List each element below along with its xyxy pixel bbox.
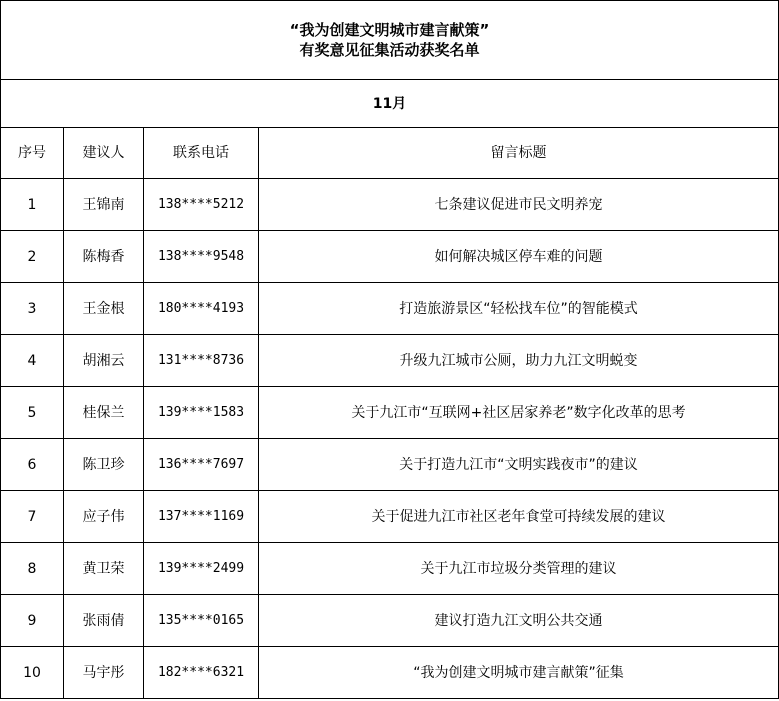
message-subject: 关于促进九江市社区老年食堂可持续发展的建议 (259, 491, 779, 543)
phone-number: 131****8736 (144, 335, 259, 387)
message-subject: 如何解决城区停车难的问题 (259, 231, 779, 283)
row-number: 5 (1, 387, 64, 439)
phone-number: 138****9548 (144, 231, 259, 283)
row-number: 4 (1, 335, 64, 387)
phone-number: 180****4193 (144, 283, 259, 335)
message-subject: 打造旅游景区“轻松找车位”的智能模式 (259, 283, 779, 335)
row-number: 9 (1, 595, 64, 647)
proposer-name: 黄卫荣 (64, 543, 144, 595)
proposer-name: 张雨倩 (64, 595, 144, 647)
proposer-name: 陈梅香 (64, 231, 144, 283)
column-header-proposer: 建议人 (64, 128, 144, 179)
row-number: 2 (1, 231, 64, 283)
header-row (1, 128, 779, 179)
table-row (1, 647, 779, 699)
document-title (1, 1, 779, 80)
row-number: 7 (1, 491, 64, 543)
table-row (1, 439, 779, 491)
message-subject: 七条建议促进市民文明养宠 (259, 179, 779, 231)
message-subject: 关于打造九江市“文明实践夜市”的建议 (259, 439, 779, 491)
proposer-name: 王锦南 (64, 179, 144, 231)
proposer-name: 胡湘云 (64, 335, 144, 387)
table-row (1, 335, 779, 387)
phone-number: 139****1583 (144, 387, 259, 439)
table-row (1, 543, 779, 595)
title-line-2: 有奖意见征集活动获奖名单 (299, 41, 480, 59)
table-row (1, 595, 779, 647)
message-subject: 关于九江市“互联网+社区居家养老”数字化改革的思考 (259, 387, 779, 439)
column-header-phone: 联系电话 (144, 128, 259, 179)
title-row (1, 1, 779, 80)
phone-number: 138****5212 (144, 179, 259, 231)
table-row (1, 231, 779, 283)
phone-number: 135****0165 (144, 595, 259, 647)
table-row (1, 387, 779, 439)
phone-number: 139****2499 (144, 543, 259, 595)
column-header-number: 序号 (1, 128, 64, 179)
proposer-name: 王金根 (64, 283, 144, 335)
message-subject: 建议打造九江文明公共交通 (259, 595, 779, 647)
message-subject: 升级九江城市公厕，助力九江文明蜕变 (259, 335, 779, 387)
table-row (1, 179, 779, 231)
phone-number: 136****7697 (144, 439, 259, 491)
proposer-name: 马宇彤 (64, 647, 144, 699)
message-subject: 关于九江市垃圾分类管理的建议 (259, 543, 779, 595)
row-number: 6 (1, 439, 64, 491)
row-number: 8 (1, 543, 64, 595)
proposer-name: 桂保兰 (64, 387, 144, 439)
column-header-subject: 留言标题 (259, 128, 779, 179)
proposer-name: 陈卫珍 (64, 439, 144, 491)
proposer-name: 应子伟 (64, 491, 144, 543)
title-line-1: “我为创建文明城市建言献策” (289, 21, 490, 39)
table-row (1, 491, 779, 543)
row-number: 3 (1, 283, 64, 335)
month-label: 11月 (1, 80, 779, 128)
row-number: 1 (1, 179, 64, 231)
month-row (1, 80, 779, 128)
phone-number: 137****1169 (144, 491, 259, 543)
phone-number: 182****6321 (144, 647, 259, 699)
table-row (1, 283, 779, 335)
row-number: 10 (1, 647, 64, 699)
message-subject: “我为创建文明城市建言献策”征集 (259, 647, 779, 699)
